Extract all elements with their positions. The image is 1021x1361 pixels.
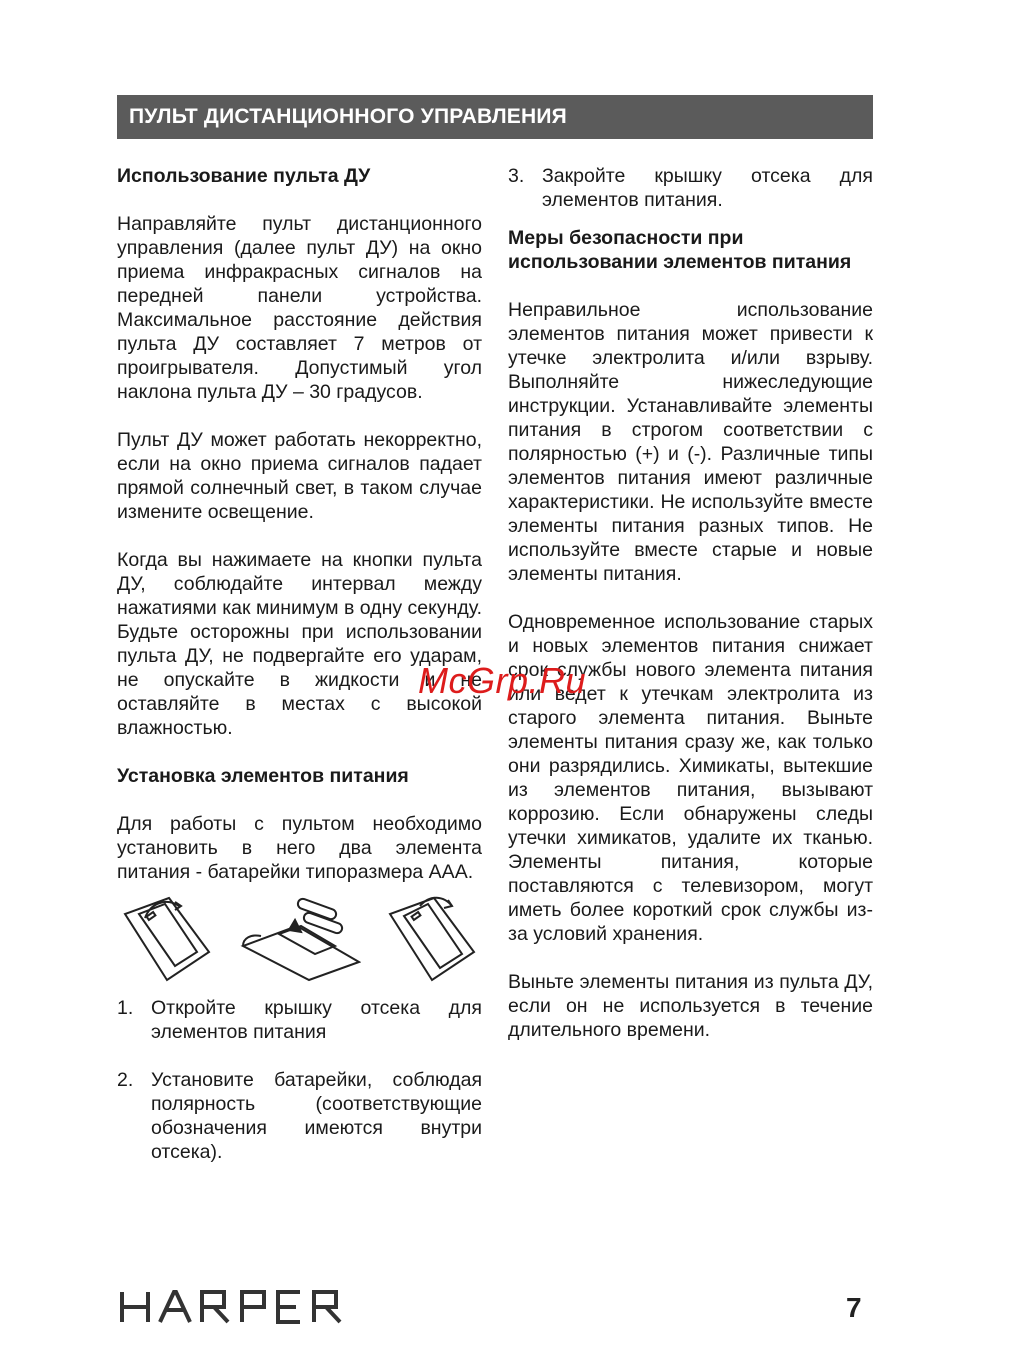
right-column: [508, 164, 873, 1042]
step-number: 2.: [117, 1069, 134, 1091]
paragraph-press-interval: Когда вы нажимаете на кнопки пульта ДУ, соблюдайте интервал между нажатиями как минимум в одну секунду. Будьте осторожны при использовании пульта ДУ, не подвергайте его ударам, не опускайте в жидкости и не оставляйте в местах с высокой влажностью.: [117, 549, 482, 739]
page-number: 7: [846, 1292, 862, 1323]
heading-battery-install: Установка элементов питания: [117, 765, 409, 787]
step-text: Откройте крышку отсека для элементов питания: [151, 997, 482, 1043]
list-item: [117, 1068, 482, 1164]
step-number: 1.: [117, 997, 134, 1019]
paragraph-sunlight-warning: Пульт ДУ может работать некорректно, если на окно приема сигналов падает прямой солнечный свет, в таком случае измените освещение.: [117, 429, 482, 523]
list-item: [508, 164, 873, 212]
battery-install-illustrations: [117, 888, 482, 988]
paragraph-battery-type: Для работы с пультом необходимо установить в него два элемента питания - батарейки типоразмера AAA.: [117, 813, 482, 883]
paragraph-remove-batteries: Выньте элементы питания из пульта ДУ, если он не используется в течение длительного времени.: [508, 971, 873, 1041]
list-item: [117, 996, 482, 1044]
step-text: Закройте крышку отсека для элементов питания.: [542, 165, 873, 211]
heading-battery-safety: Меры безопасности при использовании элементов питания: [508, 227, 852, 273]
battery-steps-list: [117, 996, 482, 1164]
watermark: McGrp.Ru: [418, 660, 587, 701]
remote-open-cover-icon: [117, 892, 217, 984]
remote-close-cover-icon: [382, 892, 482, 984]
battery-steps-list-continued: [508, 164, 873, 212]
brand-logo: [120, 1290, 362, 1329]
heading-remote-usage: Использование пульта ДУ: [117, 165, 371, 187]
paragraph-aim-remote: Направляйте пульт дистанционного управления (далее пульт ДУ) на окно приема инфракрасных сигналов на передней панели устройства. Максимальное расстояние действия пульта ДУ составляет 7 метров от проигрывателя. Допустимый угол наклона пульта ДУ – 30 градусов.: [117, 213, 482, 403]
step-text: Установите батарейки, соблюдая полярность (соответствующие обозначения имеются внутри отсека).: [151, 1069, 482, 1163]
paragraph-improper-use: Неправильное использование элементов питания может привести к утечке электролита и/или взрыву. Выполняйте нижеследующие инструкции. Устанавливайте элементы питания в строгом соответствии с полярностью (+) и (-). Различные типы элементов питания имеют различные характеристики. Не используйте вместе элементы питания разных типов. Не используйте вместе старые и новые элементы питания.: [508, 299, 873, 585]
paragraph-mixed-batteries: Одновременное использование старых и новых элементов питания снижает срок службы нового элемента питания или ведет к утечкам электролита из старого элемента питания. Выньте элементы питания сразу же, как только они разрядились. Химикаты, вытекшие из элементов питания, вызывают коррозию. Если обнаружены следы утечки химикатов, удалите их тканью. Элементы питания, которые поставляются с телевизором, могут иметь более короткий срок службы из-за условий хранения.: [508, 611, 873, 945]
remote-insert-batteries-icon: [239, 890, 361, 986]
harper-logo-icon: [120, 1290, 362, 1324]
step-number: 3.: [508, 165, 525, 187]
section-title: ПУЛЬТ ДИСТАНЦИОННОГО УПРАВЛЕНИЯ: [129, 105, 567, 128]
section-header: [117, 95, 873, 139]
